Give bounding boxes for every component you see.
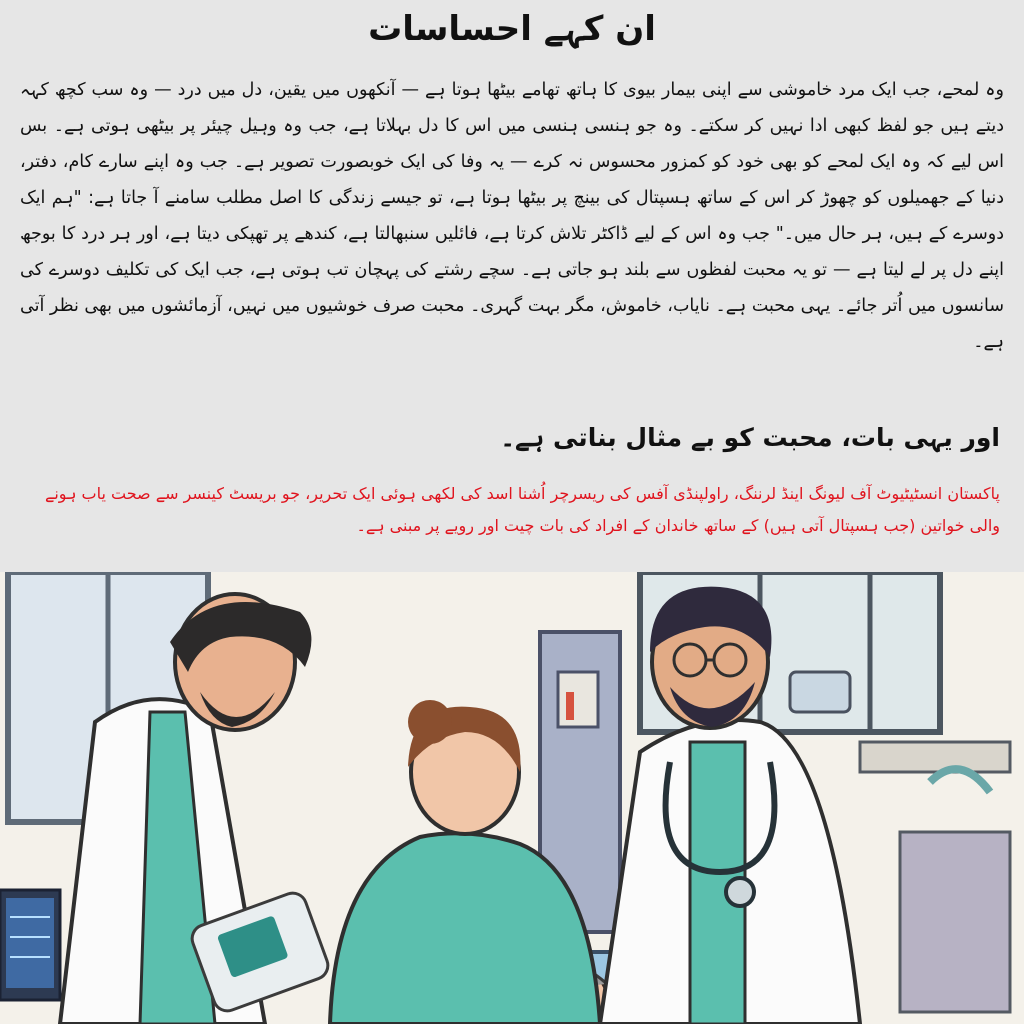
hospital-illustration [0,572,1024,1024]
monitor [0,890,60,1000]
author-note: پاکستان انسٹیٹیوٹ آف لیونگ اینڈ لرننگ، راولپنڈی آفس کی ریسرچر اُشنا اسد کی لکھی ہوئی ایک تحریر، جو بریسٹ کینسر سے صحت یاب ہونے والی خواتین (جب ہسپتال آتی ہیں) کے ساتھ خاندان کے افراد کی بات چیت اور رویے پر مبنی ہے۔ [44,484,1000,535]
article-body: وہ لمحے، جب ایک مرد خاموشی سے اپنی بیمار بیوی کا ہاتھ تھامے بیٹھا ہوتا ہے — آنکھوں میں یقین، دل میں درد — وہ سب کچھ کہہ دیتے ہیں جو لفظ کبھی ادا نہیں کر سکتے۔ وہ جو ہنسی ہنسی میں اس کا دل بہلاتا ہے، جب وہ وہیل چیئر پر بیٹھی ہوتی ہے۔ بس اس لیے کہ وہ ایک لمحے کو بھی خود کو کمزور محسوس نہ کرے — یہ وفا کی ایک خوبصورت تصویر ہے۔ جب وہ اپنے سارے کام، دفتر، دنیا کے جھمیلوں کو چھوڑ کر اس کے ساتھ ہسپتال کی بینچ پر بیٹھا ہوتا ہے، تو جیسے زندگی کا اصل مطلب سامنے آ جاتا ہے: "ہم ایک دوسرے کے ہیں، ہر حال میں۔" جب وہ اس کے لیے ڈاکٹر تلاش کرتا ہے، فائلیں سنبھالتا ہے، کندھے پر تھپکی دیتا ہے، اور ہر درد کا بوجھ اپنے دل پر لے لیتا ہے — تو یہ محبت لفظوں سے بلند ہو جاتی ہے۔ سچے رشتے کی پہچان تب ہوتی ہے، جب ایک کی تکلیف دوسرے کی سانسوں میں اُتر جائے۔ یہی محبت ہے۔ نایاب، خاموش، مگر بہت گہری۔ محبت صرف خوشیوں میں نہیں، آزمائشوں میں بھی نظر آتی ہے۔ [20,80,1004,352]
article-subheading: اور یہی بات، محبت کو بے مثال بناتی ہے۔ [500,423,1000,452]
article-title: ان کہے احساسات [368,9,656,49]
